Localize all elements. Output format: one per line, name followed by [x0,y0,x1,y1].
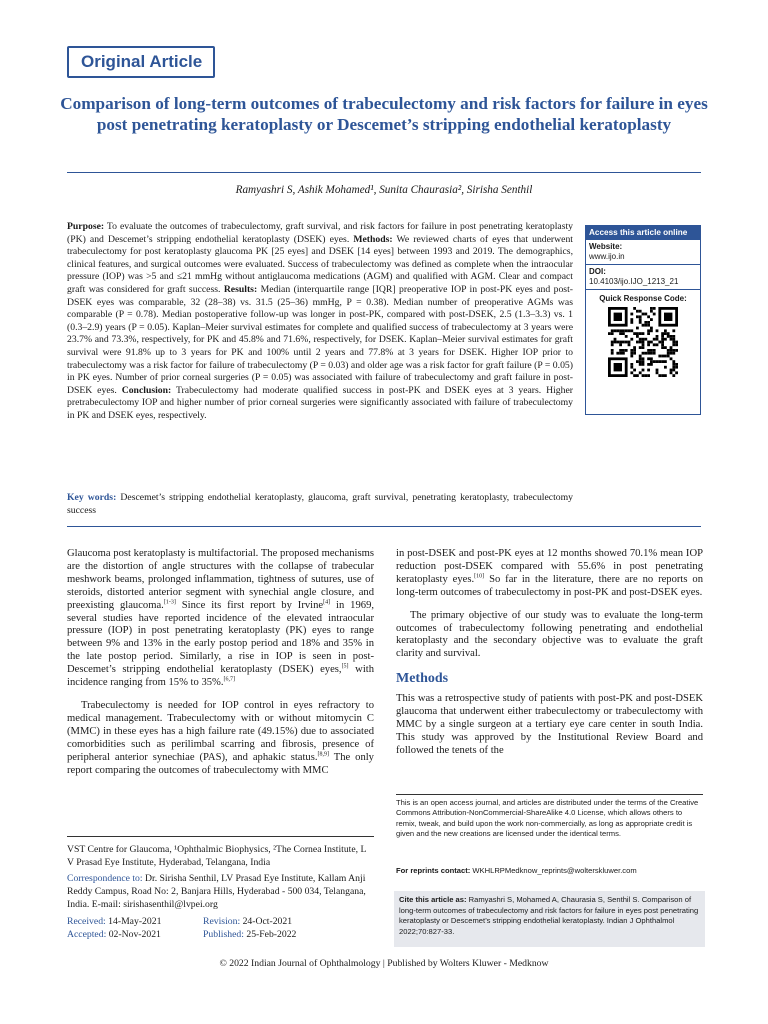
keywords [67,491,573,517]
affiliation-block [67,844,374,942]
abstract [67,221,573,423]
revision-date: Revision: 24-Oct-2021 [203,915,293,927]
citation-box [394,891,705,947]
abstract-divider [67,526,701,527]
abstract-text: To evaluate the outcomes of trabeculectomy, graft survival, and risk factors for failure in post penetrating keratoplasty (PK) and Descemet’s stripping endothelial keratoplasty (DSEK) eyes. [67,221,573,245]
body-text: The only report comparing the outcomes of trabeculectomy with MMC [67,751,374,776]
reprints-email[interactable]: WKHLRPMedknow_reprints@wolterskluwer.com [470,866,637,875]
correspondence-text: Dr. Sirisha Senthil, LV Prasad Eye Institute, Kallam Anji Reddy Campus, Road No: 2, Banjara Hills, Hyderabad - 500 034, Telangana, India. E-mail: sirishasenthil@lvpei.org [67,873,366,910]
abstract-text: Median (interquartile range [IQR] preoperative IOP in post-PK eyes and post-DSEK eyes was comparable, 32 (28–38) vs. 31.5 (25–36) mmHg, P = 0.38). Median number of preoperative AGMs was comparable (P = 0.78). Median postoperative follow-up was longer in post-PK, compared with post-DSEK, 2.5 (1.3–3.3) vs. 1 (0.3–2.9) years (P = 0.05). Kaplan–Meier survival estimates for complete and qualified success of trabeculectomy at 3 years were 23.7% and 73.3%, respectively, for PK and 45.8% and 71.6%, respectively, for DSEK. Kaplan–Meier survival estimates for graft survival were 91.8% up to 3 years for PK and 100% until 2 years and 77.8% at 3 years for DSEK. Higher IOP prior to trabeculectomy was a risk factor for failure of trabeculectomy (P = 0.03) and older age was a risk factor for graft failure (P = 0.05) in PK eyes. Number of prior corneal surgeries (P = 0.05) was associated with failure of trabeculectomy and graft failure in post-DSEK eyes. [67,283,573,396]
title-divider [67,172,701,173]
body-column-left [67,548,374,777]
intro-paragraph-3 [396,548,703,600]
body-text: So far in the literature, there are no reports on long-term outcomes of trabeculectomy in post-PK and post-DSEK eyes. [396,573,704,598]
page-footer: © 2022 Indian Journal of Ophthalmology | Published by Wolters Kluwer - Medknow [219,958,549,969]
body-column-right [396,548,703,758]
license-divider [396,794,703,795]
correspondence [67,873,374,911]
website-row [586,240,700,265]
objective-paragraph: The primary objective of our study was to evaluate the long-term outcomes of trabeculectomy following penetrating and endothelial keratoplasty and the secondary objective was to evaluate the graft clarity and survival. [396,609,703,660]
qr-label: Quick Response Code: [599,294,687,303]
affiliations: VST Centre for Glaucoma, ¹Ophthalmic Biophysics, ²The Cornea Institute, L V Prasad Eye Institute, Hyderabad, Telangana, India [67,844,367,868]
accepted-date: Accepted: 02-Nov-2021 [67,929,161,941]
website-link[interactable]: www.ijo.in [589,252,625,261]
article-type-badge: Original Article [67,46,215,78]
correspondence-label: Correspondence to: [67,873,143,885]
affiliation-divider [67,836,374,837]
citation-marker: [1-3] [163,599,176,606]
article-title: Comparison of long-term outcomes of trabeculectomy and risk factors for failure in eyes post penetrating keratoplasty or Descemet’s stripping endothelial keratoplasty [60,94,708,134]
intro-paragraph-2 [67,700,374,777]
methods-paragraph: This was a retrospective study of patients with post-PK and post-DSEK glaucoma that underwent either trabeculectomy or trabeculectomy with MMC by a single surgeon at a tertiary eye care center in south India. This study was approved by the Institutional Review Board and followed the tenets of the [396,693,703,756]
abstract-text: Trabeculectomy had moderate qualified success in post-PK and DSEK eyes at 3 years. Higher pretrabeculectomy IOP and higher number of prior corneal surgeries were significantly associated with failure of trabeculectomy in PK and DSEK eyes, respectively. [67,384,573,421]
body-text: in post-DSEK and post-PK eyes at 12 months showed 70.1% mean IOP reduction post-DSEK compared with 55.6% in post penetrating keratoplasty eyes. [396,548,703,585]
cite-text: Ramyashri S, Mohamed A, Chaurasia S, Senthil S. Comparison of long-term outcomes of trabeculectomy and risk factors for failure in eyes post penetrating keratoplasty or Descemet’s stripping endothelial keratoplasty. Indian J Ophthalmol 2022;70:827-33. [399,895,699,936]
body-text: Glaucoma post keratoplasty is multifactorial. The proposed mechanisms are the distortion of angle structures with the collapse of trabecular meshwork beams, prolonged inflammation, tightness of sutures, use of steroids, distorted anterior segment with synechial angle closure, and preexisting glaucoma. [67,548,374,611]
intro-paragraph-1 [67,548,374,690]
license-text: This is an open access journal, and articles are distributed under the terms of the Creative Commons Attribution-NonCommercial-ShareAlike 4.0 License, which allows others to remix, tweak, and build upon the work non-commercially, as long as appropriate credit is given and the new creations are licensed under the identical terms. [396,798,699,838]
website-label: Website: [589,242,623,251]
abstract-label: Methods: [353,233,393,245]
doi-row [586,265,700,290]
citation-marker: [6,7] [223,676,236,683]
reprints-label: For reprints contact: [396,866,471,875]
keywords-text: Descemet’s stripping endothelial keratoplasty, glaucoma, graft survival, penetrating keratoplasty, trabeculectomy success [67,492,574,516]
cite-label: Cite this article as: [399,895,467,904]
body-text: Trabeculectomy is needed for IOP control in eyes refractory to medical management. Trabeculectomy with or without mitomycin C (MMC) in these eyes has a high failure rate (49.15%) due to associated comorbidities such as perilimbal scarring and fibrosis, presence of peripheral anterior synechiae (PAS), and aphakic status. [67,699,374,763]
author-list: Ramyashri S, Ashik Mohamed¹, Sunita Chaurasia², Sirisha Senthil [235,184,533,196]
keywords-label: Key words: [67,492,117,503]
received-date: Received: 14-May-2021 [67,915,162,927]
article-dates [67,916,374,942]
body-text: in 1969, several studies have reported incidence of the elevated intraocular pressure (IOP) in post penetrating keratoplasty (PK) eyes to range between 9% and 13% in the early postop period and 18% and 35% in the late postop period. Similarly, a rise in IOP is seen in post-Descemet’s stripping endothelial keratoplasty (DSEK) eyes, [67,599,375,676]
citation-marker: [10] [474,573,485,580]
body-text: Since its first report by Irvine [175,599,324,611]
abstract-label: Purpose: [67,221,105,232]
citation-marker: [8,9] [317,751,329,758]
body-text: with incidence ranging from 15% to 35%. [67,664,375,689]
qr-code-icon[interactable] [608,307,678,377]
citation-marker: [4] [323,599,331,606]
published-date: Published: 25-Feb-2022 [203,929,297,941]
access-online-header: Access this article online [586,226,700,240]
abstract-text: We reviewed charts of eyes that underwent trabeculectomy for post keratoplasty glaucoma PK [25 eyes] and DSEK [14 eyes] between 1993 and 2019. The demographics, clinical features, and surgical outcomes were evaluated. Success of trabeculectomy was defined as complete when the intraocular pressure (IOP) was >5 and ≤21 mmHg without antiglaucoma medications (AGM) and qualified with AGM. Clear and compact graft was considered for graft success. [67,233,573,295]
doi-label: DOI: [589,267,606,276]
abstract-label: Conclusion: [121,384,172,396]
methods-heading: Methods [396,671,449,687]
reprints-contact [396,866,703,876]
access-online-box [585,225,701,415]
abstract-label: Results: [223,283,258,295]
citation-marker: [5] [341,663,349,670]
doi-link[interactable]: 10.4103/ijo.IJO_1213_21 [589,277,679,286]
